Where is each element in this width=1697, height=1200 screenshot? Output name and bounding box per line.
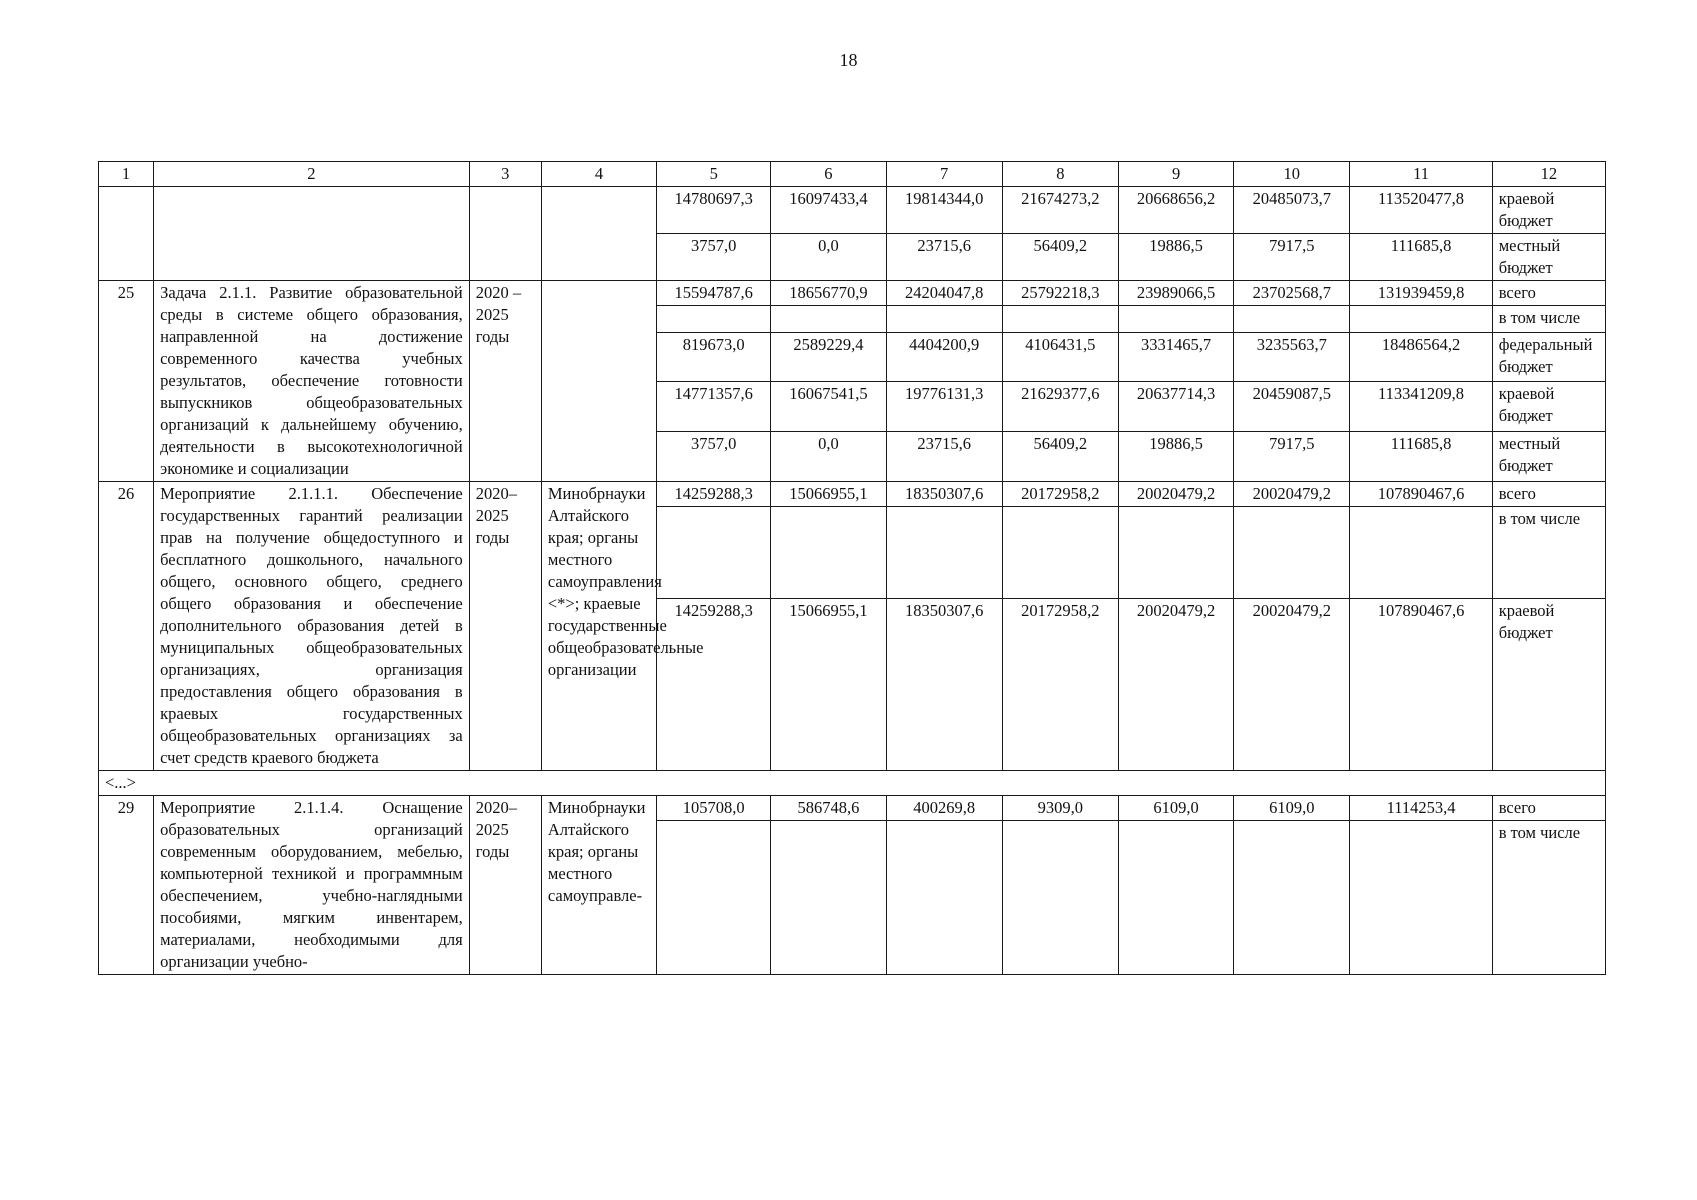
value-cell: 20020479,2	[1234, 598, 1350, 770]
value-cell: 586748,6	[771, 796, 886, 821]
value-cell: 9309,0	[1002, 796, 1118, 821]
value-cell: 105708,0	[657, 796, 771, 821]
value-cell: 19886,5	[1118, 432, 1233, 482]
budget-table	[98, 161, 1606, 975]
value-cell: 20020479,2	[1118, 482, 1233, 507]
value-cell: 56409,2	[1002, 432, 1118, 482]
value-cell: 16067541,5	[771, 382, 886, 432]
value-cell: 400269,8	[886, 796, 1002, 821]
value-cell	[1002, 306, 1118, 333]
funding-source-cell: местный бюджет	[1492, 432, 1605, 482]
value-cell: 14259288,3	[657, 482, 771, 507]
funding-source-cell: всего	[1492, 281, 1605, 306]
period-cell: 2020– 2025 годы	[469, 482, 541, 771]
funding-source-cell: местный бюджет	[1492, 234, 1605, 281]
value-cell: 21674273,2	[1002, 187, 1118, 234]
value-cell	[886, 306, 1002, 333]
value-cell: 18656770,9	[771, 281, 886, 306]
total-cell	[1350, 306, 1492, 333]
value-cell: 15066955,1	[771, 482, 886, 507]
row-number-cell	[99, 187, 154, 281]
value-cell: 4404200,9	[886, 332, 1002, 382]
column-number: 11	[1350, 162, 1492, 187]
value-cell: 4106431,5	[1002, 332, 1118, 382]
row-number-cell: 29	[99, 796, 154, 975]
page-number: 18	[839, 50, 858, 70]
value-cell: 23702568,7	[1234, 281, 1350, 306]
value-cell	[771, 507, 886, 599]
total-cell	[1350, 507, 1492, 599]
funding-source-cell: в том числе	[1492, 821, 1605, 975]
column-number-row	[99, 162, 1606, 187]
value-cell	[1118, 306, 1233, 333]
value-cell: 6109,0	[1234, 796, 1350, 821]
column-number: 5	[657, 162, 771, 187]
total-cell: 107890467,6	[1350, 598, 1492, 770]
value-cell: 7917,5	[1234, 234, 1350, 281]
period-cell	[469, 187, 541, 281]
funding-source-cell: в том числе	[1492, 306, 1605, 333]
value-cell: 20020479,2	[1118, 598, 1233, 770]
column-number: 7	[886, 162, 1002, 187]
total-cell: 111685,8	[1350, 432, 1492, 482]
funding-row	[99, 482, 1606, 507]
value-cell	[771, 821, 886, 975]
total-cell: 131939459,8	[1350, 281, 1492, 306]
funding-row	[99, 187, 1606, 234]
value-cell: 19814344,0	[886, 187, 1002, 234]
total-cell: 113520477,8	[1350, 187, 1492, 234]
value-cell: 23715,6	[886, 234, 1002, 281]
value-cell: 3235563,7	[1234, 332, 1350, 382]
description-cell: Мероприятие 2.1.1.1. Обеспечение государственных гарантий реализации прав на получение общедоступного и бесплатного дошкольного, начального общего, основного общего, среднего общего образования и обеспечение дополнительного образования детей в муниципальных общеобразовательных организациях, организация предоставления общего образования в краевых государственных общеобразовательных организациях за счет средств краевого бюджета	[154, 482, 470, 771]
value-cell	[1234, 306, 1350, 333]
value-cell: 20637714,3	[1118, 382, 1233, 432]
column-number: 2	[154, 162, 470, 187]
value-cell: 3757,0	[657, 234, 771, 281]
value-cell: 18350307,6	[886, 598, 1002, 770]
value-cell	[1002, 821, 1118, 975]
value-cell: 0,0	[771, 234, 886, 281]
value-cell: 3757,0	[657, 432, 771, 482]
value-cell: 3331465,7	[1118, 332, 1233, 382]
funding-row	[99, 796, 1606, 821]
value-cell: 25792218,3	[1002, 281, 1118, 306]
value-cell	[657, 306, 771, 333]
row-number-cell: 25	[99, 281, 154, 482]
value-cell: 20172958,2	[1002, 482, 1118, 507]
value-cell: 20668656,2	[1118, 187, 1233, 234]
column-number: 1	[99, 162, 154, 187]
value-cell	[1118, 507, 1233, 599]
total-cell: 107890467,6	[1350, 482, 1492, 507]
value-cell	[1118, 821, 1233, 975]
description-cell: Задача 2.1.1. Развитие образовательной среды в системе общего образования, направленной на достижение современного качества учебных результатов, обеспечение готовности выпускников общеобразовательных организаций к дальнейшему обучению, деятельности в высокотехнологичной экономике и социализации	[154, 281, 470, 482]
column-number: 3	[469, 162, 541, 187]
value-cell: 14780697,3	[657, 187, 771, 234]
funding-source-cell: всего	[1492, 482, 1605, 507]
value-cell: 7917,5	[1234, 432, 1350, 482]
total-cell: 1114253,4	[1350, 796, 1492, 821]
value-cell: 20459087,5	[1234, 382, 1350, 432]
column-number: 8	[1002, 162, 1118, 187]
value-cell: 15066955,1	[771, 598, 886, 770]
total-cell: 18486564,2	[1350, 332, 1492, 382]
column-number: 6	[771, 162, 886, 187]
value-cell: 15594787,6	[657, 281, 771, 306]
value-cell: 2589229,4	[771, 332, 886, 382]
value-cell: 19886,5	[1118, 234, 1233, 281]
funding-source-cell: федеральный бюджет	[1492, 332, 1605, 382]
value-cell: 6109,0	[1118, 796, 1233, 821]
value-cell	[886, 821, 1002, 975]
total-cell: 113341209,8	[1350, 382, 1492, 432]
column-number: 12	[1492, 162, 1605, 187]
value-cell: 23989066,5	[1118, 281, 1233, 306]
value-cell: 0,0	[771, 432, 886, 482]
value-cell: 23715,6	[886, 432, 1002, 482]
omission-row	[99, 771, 1606, 796]
value-cell	[1234, 507, 1350, 599]
value-cell: 56409,2	[1002, 234, 1118, 281]
period-cell: 2020 – 2025 годы	[469, 281, 541, 482]
funding-source-cell: в том числе	[1492, 507, 1605, 599]
value-cell: 20172958,2	[1002, 598, 1118, 770]
row-number-cell: 26	[99, 482, 154, 771]
executor-cell: Минобрнауки Алтайского края; органы местного самоуправле-	[541, 796, 656, 975]
value-cell: 24204047,8	[886, 281, 1002, 306]
funding-source-cell: краевой бюджет	[1492, 382, 1605, 432]
executor-cell	[541, 187, 656, 281]
value-cell	[886, 507, 1002, 599]
omission-marker: <...>	[99, 771, 1606, 796]
value-cell: 819673,0	[657, 332, 771, 382]
funding-row	[99, 281, 1606, 306]
total-cell: 111685,8	[1350, 234, 1492, 281]
funding-source-cell: краевой бюджет	[1492, 187, 1605, 234]
executor-cell	[541, 281, 656, 482]
value-cell: 21629377,6	[1002, 382, 1118, 432]
value-cell: 16097433,4	[771, 187, 886, 234]
period-cell: 2020– 2025 годы	[469, 796, 541, 975]
description-cell	[154, 187, 470, 281]
value-cell: 14771357,6	[657, 382, 771, 432]
column-number: 9	[1118, 162, 1233, 187]
value-cell: 20020479,2	[1234, 482, 1350, 507]
description-cell: Мероприятие 2.1.1.4. Оснащение образовательных организаций современным оборудованием, мебелью, компьютерной техникой и программным обеспечением, учебно-наглядными пособиями, мягким инвентарем, материалами, необходимыми для организации учебно-	[154, 796, 470, 975]
executor-cell: Минобрнауки Алтайского края; органы местного самоуправления <*>; краевые государственные общеобразовательные организации	[541, 482, 656, 771]
value-cell: 19776131,3	[886, 382, 1002, 432]
column-number: 10	[1234, 162, 1350, 187]
value-cell	[1234, 821, 1350, 975]
column-number: 4	[541, 162, 656, 187]
value-cell	[657, 821, 771, 975]
value-cell	[657, 507, 771, 599]
value-cell	[1002, 507, 1118, 599]
value-cell: 20485073,7	[1234, 187, 1350, 234]
value-cell	[771, 306, 886, 333]
funding-source-cell: краевой бюджет	[1492, 598, 1605, 770]
funding-source-cell: всего	[1492, 796, 1605, 821]
total-cell	[1350, 821, 1492, 975]
value-cell: 18350307,6	[886, 482, 1002, 507]
value-cell: 14259288,3	[657, 598, 771, 770]
